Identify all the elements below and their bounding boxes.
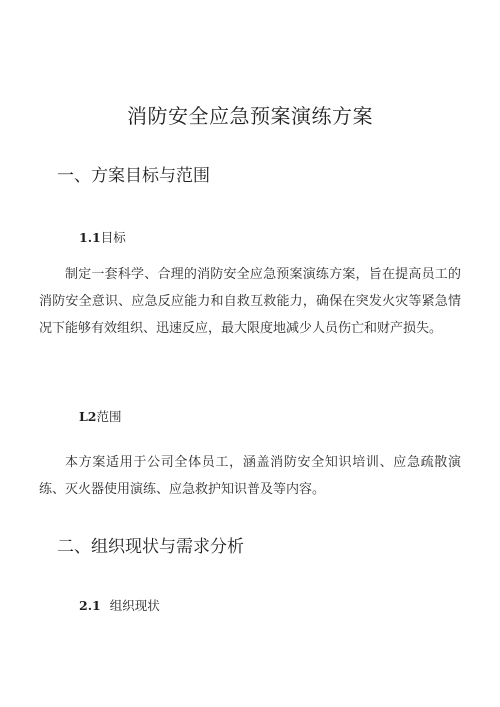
paragraph-scope: 本方案适用于公司全体员工，涵盖消防安全知识培训、应急疏散演练、灭火器使用演练、应急救护知识普及等内容。: [39, 455, 461, 497]
subsection-heading-1-2: [79, 408, 122, 426]
subsection-number: 2.1: [79, 598, 101, 613]
subsection-label: 范围: [96, 409, 122, 424]
subsection-heading-2-1: [79, 597, 160, 615]
section-heading-1: 一、方案目标与范围: [57, 166, 210, 186]
subsection-heading-1-1: [79, 229, 126, 247]
section-heading-2: 二、组织现状与需求分析: [57, 537, 244, 557]
subsection-number: 1.1: [79, 230, 101, 245]
subsection-number: L2: [79, 409, 97, 424]
document-title: 消防安全应急预案演练方案: [127, 104, 373, 128]
paragraph-goal: 制定一套科学、合理的消防安全应急预案演练方案，旨在提高员工的消防安全意识、应急反应能力和自救互救能力，确保在突发火灾等紧急情况下能够有效组织、迅速反应，最大限度地减少人员伤亡和财产损失。: [39, 267, 461, 336]
subsection-label: 目标: [100, 230, 126, 245]
subsection-label: 组织现状: [109, 598, 160, 613]
